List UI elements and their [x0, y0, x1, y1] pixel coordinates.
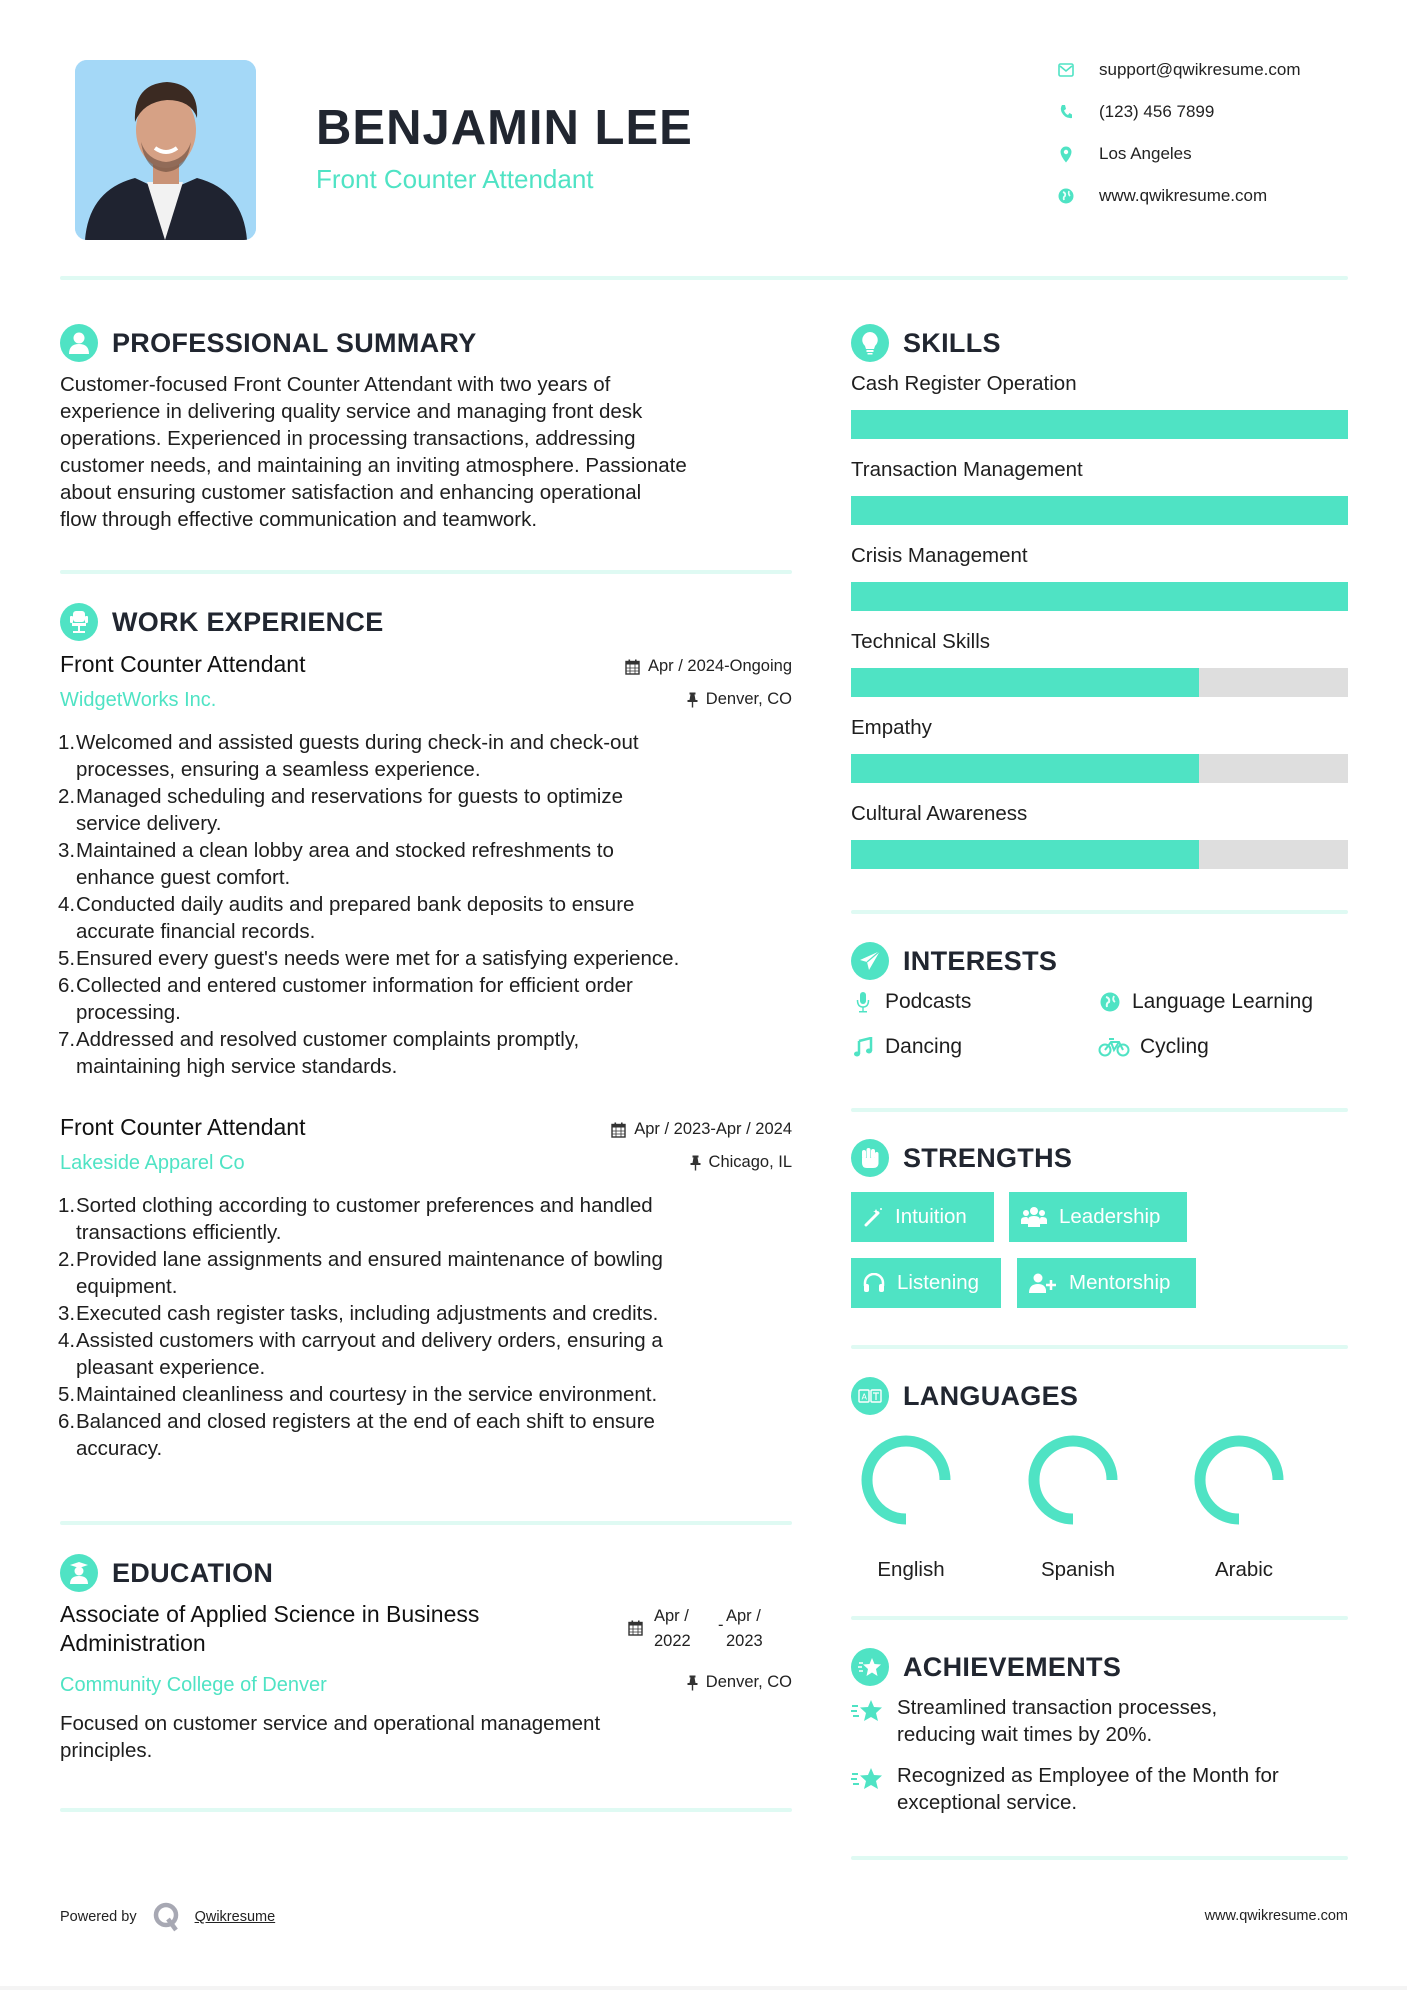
job-1-dates: Apr / 2024-Ongoing [560, 657, 792, 676]
interest-dancing: Dancing [851, 1035, 962, 1059]
skills-list [851, 372, 1348, 888]
strength-intuition: Intuition [851, 1192, 994, 1242]
bullet-item: 1. Welcomed and assisted guests during check-in and check-out processes, ensuring a seamless experience. [58, 731, 639, 781]
bullet-item: 3. Maintained a clean lobby area and stocked refreshments to enhance guest comfort. [58, 839, 614, 889]
job-2-location: Chicago, IL [560, 1153, 792, 1172]
bicycle-icon [1098, 1037, 1130, 1057]
candidate-name: BENJAMIN LEE [316, 101, 693, 155]
profile-photo [75, 60, 256, 240]
magic-wand-icon [863, 1207, 883, 1227]
job-1-role: Front Counter Attendant [60, 651, 306, 677]
job-2-bullets [58, 1192, 798, 1462]
language-arabic: Arabic [1179, 1432, 1309, 1582]
bullet-item: 2. Provided lane assignments and ensured maintenance of bowling equipment. [58, 1248, 663, 1298]
languages-divider [851, 1616, 1348, 1620]
education-heading: EDUCATION [60, 1553, 273, 1593]
calendar-icon [628, 1620, 643, 1636]
contact-website-text: www.qwikresume.com [1099, 186, 1268, 205]
achievements-heading: ACHIEVEMENTS [851, 1647, 1121, 1687]
skill-bar [851, 582, 1348, 611]
achievement-item-1: Streamlined transaction processes, reducing wait times by 20%. [851, 1694, 1348, 1748]
experience-divider [60, 1521, 792, 1525]
strength-mentorship: Mentorship [1017, 1258, 1196, 1308]
phone-icon [1057, 103, 1075, 121]
skills-heading: SKILLS [851, 323, 1001, 363]
contact-email-text: support@qwikresume.com [1099, 60, 1301, 79]
users-icon [1021, 1206, 1047, 1228]
header-divider [60, 276, 1348, 280]
languages-heading: A LANGUAGES [851, 1376, 1078, 1416]
skill-bar [851, 840, 1348, 869]
skill-bar-fill [851, 410, 1348, 439]
skill-bar-fill [851, 754, 1199, 783]
skill-bar-fill [851, 840, 1199, 869]
contact-email[interactable] [1057, 60, 1377, 80]
shooting-star-icon [851, 1762, 885, 1796]
skill-bar [851, 754, 1348, 783]
paper-plane-icon [851, 942, 889, 980]
footer-url[interactable]: www.qwikresume.com [1204, 1908, 1348, 1924]
music-note-icon [851, 1037, 875, 1057]
bullet-item: 5. Maintained cleanliness and courtesy in the service environment. [58, 1383, 658, 1406]
globe-icon [1098, 992, 1122, 1012]
translate-icon [851, 1377, 889, 1415]
language-progress-ring [846, 1432, 976, 1530]
page-bottom-edge [0, 1986, 1407, 1990]
contact-phone-text: (123) 456 7899 [1099, 102, 1215, 121]
education-school: Community College of Denver [60, 1674, 327, 1696]
skill-item: Empathy [851, 716, 1348, 802]
contact-location-text: Los Angeles [1099, 144, 1192, 163]
interest-podcasts: Podcasts [851, 990, 971, 1014]
headphones-icon [863, 1273, 885, 1293]
map-pin-icon [1057, 145, 1075, 163]
microphone-icon [851, 991, 875, 1013]
achievements-divider [851, 1856, 1348, 1860]
calendar-icon [625, 659, 640, 675]
education-location: Denver, CO [560, 1673, 792, 1692]
skill-bar-fill [851, 496, 1348, 525]
lightbulb-icon [851, 324, 889, 362]
graduate-icon [60, 1554, 98, 1592]
skill-item: Transaction Management [851, 458, 1348, 544]
qwikresume-logo-icon [153, 1902, 181, 1932]
summary-heading: PROFESSIONAL SUMMARY [60, 323, 477, 363]
shooting-star-icon [851, 1694, 885, 1728]
date-separator: - [718, 1616, 724, 1634]
job-1-bullets [58, 729, 798, 1080]
skill-bar [851, 668, 1348, 697]
experience-heading: WORK EXPERIENCE [60, 602, 384, 642]
bullet-item: 6. Balanced and closed registers at the end of each shift to ensure accuracy. [58, 1410, 655, 1460]
skill-item: Cash Register Operation [851, 372, 1348, 458]
education-end-date: Apr / 2023 [726, 1607, 763, 1650]
strength-leadership: Leadership [1009, 1192, 1187, 1242]
summary-divider [60, 570, 792, 574]
job-1-location: Denver, CO [560, 690, 792, 709]
pushpin-icon [687, 692, 698, 708]
education-divider [60, 1808, 792, 1812]
calendar-icon [611, 1122, 626, 1138]
bullet-item: 2. Managed scheduling and reservations for guests to optimize service delivery. [58, 785, 623, 835]
bullet-item: 4. Assisted customers with carryout and delivery orders, ensuring a pleasant experience. [58, 1329, 663, 1379]
job-2-role: Front Counter Attendant [60, 1114, 306, 1140]
bullet-item: 5. Ensured every guest's needs were met for a satisfying experience. [58, 947, 680, 970]
interests-heading: INTERESTS [851, 941, 1057, 981]
skill-bar [851, 496, 1348, 525]
raised-fist-icon [851, 1139, 889, 1177]
candidate-title: Front Counter Attendant [316, 164, 594, 194]
job-2-dates: Apr / 2023-Apr / 2024 [540, 1120, 792, 1139]
interests-divider [851, 1108, 1348, 1112]
language-progress-ring [1179, 1432, 1309, 1530]
user-plus-icon [1029, 1273, 1057, 1293]
strength-listening: Listening [851, 1258, 1001, 1308]
envelope-icon [1057, 61, 1075, 79]
job-1-company: WidgetWorks Inc. [60, 689, 217, 711]
skill-item: Cultural Awareness [851, 802, 1348, 888]
bullet-item: 1. Sorted clothing according to customer preferences and handled transactions efficiently. [58, 1194, 653, 1244]
achievement-item-2: Recognized as Employee of the Month for exceptional service. [851, 1762, 1348, 1816]
interest-cycling: Cycling [1098, 1035, 1209, 1059]
bullet-item: 7. Addressed and resolved customer complaints promptly, maintaining high service standards. [58, 1028, 580, 1078]
bullet-item: 6. Collected and entered customer information for efficient order processing. [58, 974, 633, 1024]
user-icon [60, 324, 98, 362]
footer-powered-by: Powered by Qwikresume [60, 1902, 275, 1932]
summary-text: Customer-focused Front Counter Attendant with two years of experience in delivering quality service and managing front desk operations. Experienced in processing transactions, addressing customer needs, and maintaining an inviting atmosphere. Passionate about ensuring customer satisfaction and enhancing operational flow through effective communication and teamwork. [60, 373, 687, 531]
strengths-heading: STRENGTHS [851, 1138, 1072, 1178]
language-english: English [846, 1432, 976, 1582]
language-progress-ring [1013, 1432, 1143, 1530]
interest-language-learning: Language Learning [1098, 990, 1313, 1014]
skill-bar [851, 410, 1348, 439]
contact-website[interactable] [1057, 186, 1377, 206]
star-badge-icon [851, 1648, 889, 1686]
bullet-item: 3. Executed cash register tasks, including adjustments and credits. [58, 1302, 659, 1325]
qwikresume-link[interactable]: Qwikresume [194, 1909, 276, 1925]
pushpin-icon [690, 1155, 701, 1171]
education-start-date: Apr / 2022 [654, 1607, 691, 1650]
skill-bar-fill [851, 582, 1348, 611]
skill-bar-fill [851, 668, 1199, 697]
contact-phone[interactable] [1057, 102, 1377, 122]
strengths-divider [851, 1345, 1348, 1349]
contact-location [1057, 144, 1377, 164]
language-spanish: Spanish [1013, 1432, 1143, 1582]
pushpin-icon [687, 1675, 698, 1691]
person-photo-illustration [75, 60, 256, 240]
bullet-item: 4. Conducted daily audits and prepared bank deposits to ensure accurate financial records. [58, 893, 635, 943]
office-chair-icon [60, 603, 98, 641]
globe-icon [1057, 187, 1075, 205]
education-dates [628, 1604, 798, 1654]
education-description: Focused on customer service and operational management principles. [60, 1712, 601, 1762]
education-degree: Associate of Applied Science in Business Administration [60, 1601, 480, 1656]
skill-item: Crisis Management [851, 544, 1348, 630]
skill-item: Technical Skills [851, 630, 1348, 716]
skills-divider [851, 910, 1348, 914]
job-2-company: Lakeside Apparel Co [60, 1152, 245, 1174]
svg-text:A: A [861, 1392, 867, 1402]
